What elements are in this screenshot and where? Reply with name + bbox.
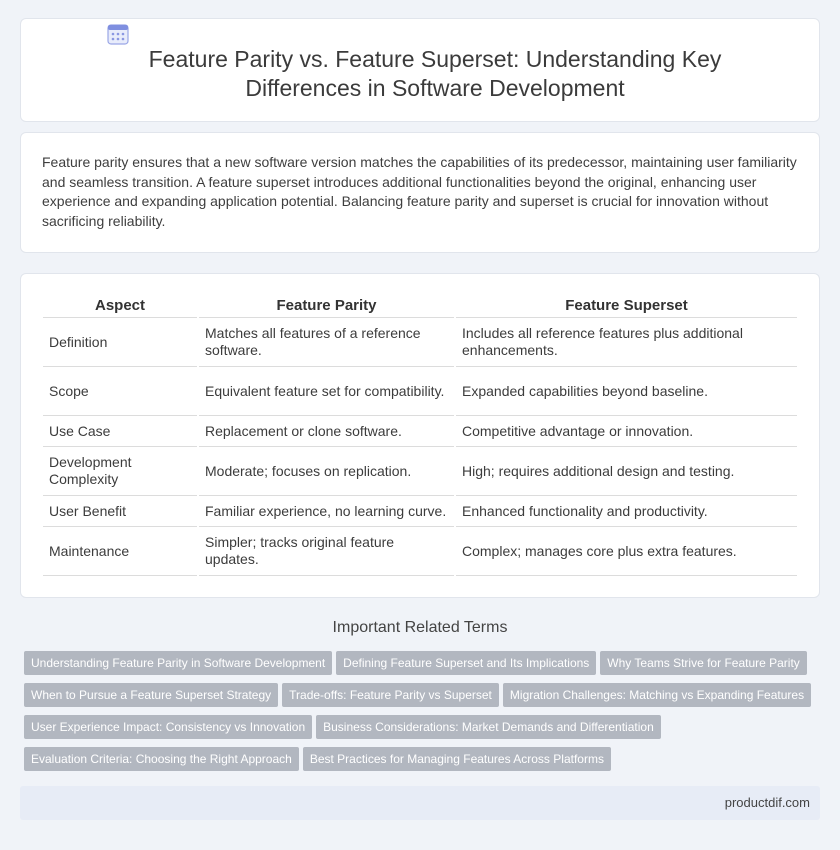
related-terms-title: Important Related Terms bbox=[332, 619, 508, 636]
tag-row bbox=[24, 715, 824, 747]
comparison-table bbox=[41, 292, 799, 576]
tag-row bbox=[24, 747, 824, 779]
page-title: Feature Parity vs. Feature Superset: Understanding Key Differences in Software Development bbox=[148, 46, 722, 101]
table-row bbox=[43, 416, 797, 447]
table-cell: User Benefit bbox=[43, 496, 197, 527]
table-cell: Definition bbox=[43, 318, 197, 367]
related-term-link[interactable]: Trade-offs: Feature Parity vs Superset bbox=[282, 683, 499, 707]
column-header-feature-parity: Feature Parity bbox=[199, 292, 454, 318]
table-cell: Enhanced functionality and productivity. bbox=[456, 496, 797, 527]
table-cell: Use Case bbox=[43, 416, 197, 447]
tag-row bbox=[24, 651, 824, 683]
table-row bbox=[43, 496, 797, 527]
column-header-feature-superset: Feature Superset bbox=[456, 292, 797, 318]
table-cell: High; requires additional design and testing. bbox=[456, 447, 797, 496]
related-term-link[interactable]: Best Practices for Managing Features Across Platforms bbox=[303, 747, 611, 771]
related-terms-list bbox=[24, 651, 824, 779]
table-cell: Includes all reference features plus additional enhancements. bbox=[456, 318, 797, 367]
related-term-link[interactable]: User Experience Impact: Consistency vs Innovation bbox=[24, 715, 312, 739]
table-cell: Matches all features of a reference software. bbox=[199, 318, 454, 367]
related-term-link[interactable]: Evaluation Criteria: Choosing the Right Approach bbox=[24, 747, 299, 771]
table-row bbox=[43, 318, 797, 367]
header-card bbox=[20, 18, 820, 122]
calendar-icon bbox=[107, 23, 129, 45]
table-cell: Moderate; focuses on replication. bbox=[199, 447, 454, 496]
table-row bbox=[43, 367, 797, 416]
table-cell: Scope bbox=[43, 367, 197, 416]
column-header-aspect: Aspect bbox=[43, 292, 197, 318]
table-cell: Development Complexity bbox=[43, 447, 197, 496]
footer bbox=[20, 786, 820, 820]
intro-card bbox=[20, 132, 820, 253]
table-cell: Familiar experience, no learning curve. bbox=[199, 496, 454, 527]
related-term-link[interactable]: Migration Challenges: Matching vs Expanding Features bbox=[503, 683, 811, 707]
table-cell: Expanded capabilities beyond baseline. bbox=[456, 367, 797, 416]
table-cell: Complex; manages core plus extra features. bbox=[456, 527, 797, 576]
table-row bbox=[43, 447, 797, 496]
table-row bbox=[43, 527, 797, 576]
table-cell: Simpler; tracks original feature updates. bbox=[199, 527, 454, 576]
related-term-link[interactable]: Business Considerations: Market Demands and Differentiation bbox=[316, 715, 661, 739]
tag-row bbox=[24, 683, 824, 715]
table-cell: Maintenance bbox=[43, 527, 197, 576]
table-cell: Competitive advantage or innovation. bbox=[456, 416, 797, 447]
table-header-row bbox=[43, 292, 797, 318]
related-term-link[interactable]: Understanding Feature Parity in Software Development bbox=[24, 651, 332, 675]
table-cell: Replacement or clone software. bbox=[199, 416, 454, 447]
table-cell: Equivalent feature set for compatibility. bbox=[199, 367, 454, 416]
related-term-link[interactable]: When to Pursue a Feature Superset Strategy bbox=[24, 683, 278, 707]
footer-site-link[interactable]: productdif.com bbox=[724, 795, 810, 810]
comparison-card bbox=[20, 273, 820, 598]
related-term-link[interactable]: Defining Feature Superset and Its Implications bbox=[336, 651, 596, 675]
related-term-link[interactable]: Why Teams Strive for Feature Parity bbox=[600, 651, 807, 675]
intro-paragraph: Feature parity ensures that a new software version matches the capabilities of its predecessor, maintaining user familiarity and seamless transition. A feature superset introduces additional functionalities beyond the original, enhancing user experience and expanding application potential. Balancing feature parity and superset is crucial for innovation without sacrificing reliability. bbox=[42, 154, 797, 229]
